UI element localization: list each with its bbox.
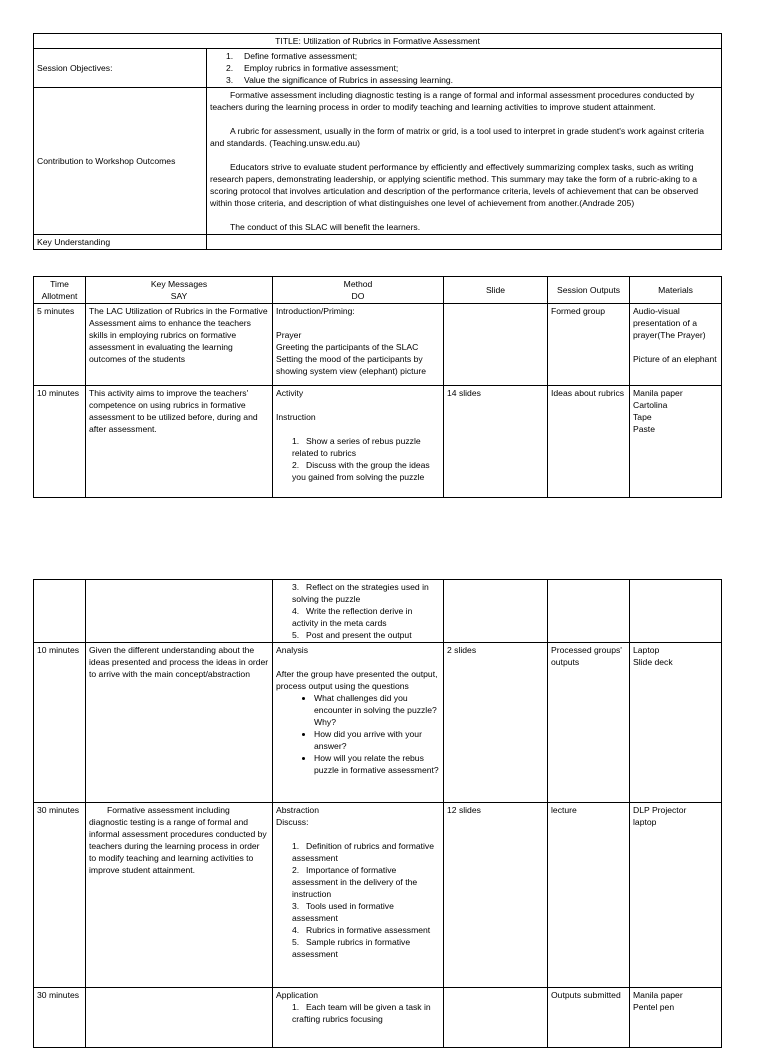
list-item: 3. Tools used in formative assessment [292, 901, 394, 923]
list-item: 1. Each team will be given a task in crafting rubrics focusing [292, 1002, 431, 1024]
table-row [34, 386, 722, 498]
list-item: • What challenges did you encounter in solving the puzzle? Why? [314, 692, 440, 728]
output-cell [548, 580, 630, 643]
materials-cell: Audio-visual presentation of a prayer(The Prayer) Picture of an elephant [630, 304, 722, 386]
contribution-text [207, 88, 722, 235]
message-cell: This activity aims to improve the teachers' competence on using rubrics in formative assessment to be utilized before, during and after assessment. [86, 386, 273, 498]
header-outputs: Session Outputs [548, 277, 630, 304]
contribution-paragraph: The conduct of this SLAC will benefit the learners. [230, 222, 421, 232]
list-item: 2. Discuss with the group the ideas you gained from solving the puzzle [292, 460, 430, 482]
slide-cell [444, 580, 548, 643]
materials-cell [630, 580, 722, 643]
method-cell: Activity Instruction 1. Show a series of rebus puzzle related to rubrics 2. Discuss with the group the ideas you gained from solving the puzzle [273, 386, 444, 498]
header-messages: Key Messages SAY [86, 277, 273, 304]
title-row [34, 34, 722, 49]
table-row [34, 643, 722, 803]
message-cell: The LAC Utilization of Rubrics in the Formative Assessment aims to enhance the teachers skills in employing rubrics on formative assessment in evaluating the learning outcomes of the students [86, 304, 273, 386]
method-cell: Application 1. Each team will be given a task in crafting rubrics focusing [273, 988, 444, 1048]
output-cell: Processed groups' outputs [548, 643, 630, 803]
objective-item: 2. Employ rubrics in formative assessment; [226, 63, 399, 73]
plan-header-row [34, 277, 722, 304]
header-materials: Materials [630, 277, 722, 304]
plan-table [33, 276, 722, 498]
header-slide: Slide [444, 277, 548, 304]
time-cell: 10 minutes [34, 386, 86, 498]
list-item: 5. Sample rubrics in formative assessment [292, 937, 411, 959]
session-title: TITLE: Utilization of Rubrics in Formative Assessment [34, 34, 722, 49]
slide-cell: 12 slides [444, 803, 548, 988]
list-item: 3. Reflect on the strategies used in solving the puzzle [292, 582, 429, 604]
output-cell: Ideas about rubrics [548, 386, 630, 498]
contribution-paragraph: A rubric for assessment, usually in the form of matrix or grid, is a tool used to interpret in grade student's work against criteria and standards. (Teaching.unsw.edu.au) [210, 126, 705, 148]
time-cell: 5 minutes [34, 304, 86, 386]
slide-cell: 14 slides [444, 386, 548, 498]
list-item: 1. Show a series of rebus puzzle related to rubrics [292, 436, 421, 458]
method-cell: Analysis After the group have presented the output, process output using the questions • What challenges did you encounter in solving the puzzle? Why? • How did you arrive with your answer? • How will you relate the rebus puzzle in formative assessment? [273, 643, 444, 803]
list-item: 4. Rubrics in formative assessment [292, 925, 431, 935]
objective-item: 3. Value the significance of Rubrics in assessing learning. [226, 75, 454, 85]
contribution-label: Contribution to Workshop Outcomes [34, 88, 207, 235]
method-cell: Abstraction Discuss: 1. Definition of rubrics and formative assessment 2. Importance of formative assessment in the delivery of the instruction 3. Tools used in formative assessment 4. Rubrics in formative assessment 5. Sample rubrics in formative assessment [273, 803, 444, 988]
header-method: Method DO [273, 277, 444, 304]
materials-cell: Laptop Slide deck [630, 643, 722, 803]
time-cell: 30 minutes [34, 803, 86, 988]
message-cell: Formative assessment including diagnostic testing is a range of formal and informal assessment procedures conducted by teachers during the learning process in order to modify teaching and learning activities to improve student attainment. [86, 803, 273, 988]
key-understanding-label: Key Understanding [34, 235, 207, 250]
output-cell: Outputs submitted [548, 988, 630, 1048]
objective-item: 1. Define formative assessment; [226, 51, 358, 61]
list-item: • How did you arrive with your answer? [314, 728, 440, 752]
list-item: 2. Importance of formative assessment in the delivery of the instruction [292, 865, 418, 899]
table-row [34, 580, 722, 643]
objectives-row [34, 49, 722, 88]
method-cell: Introduction/Priming: Prayer Greeting the participants of the SLAC Setting the mood of the participants by showing system view (elephant) picture [273, 304, 444, 386]
list-item: 4. Write the reflection derive in activity in the meta cards [292, 606, 413, 628]
contribution-row [34, 88, 722, 235]
table-row [34, 304, 722, 386]
objectives-list [207, 49, 722, 88]
objectives-label: Session Objectives: [34, 49, 207, 88]
time-cell: 10 minutes [34, 643, 86, 803]
slide-cell [444, 988, 548, 1048]
materials-cell: Manila paper Cartolina Tape Paste [630, 386, 722, 498]
list-item: 1. Definition of rubrics and formative assessment [292, 841, 435, 863]
message-cell [86, 988, 273, 1048]
output-cell: lecture [548, 803, 630, 988]
session-table [33, 33, 722, 250]
header-time: Time Allotment [34, 277, 86, 304]
message-cell [86, 580, 273, 643]
materials-cell: DLP Projector laptop [630, 803, 722, 988]
time-cell: 30 minutes [34, 988, 86, 1048]
slide-cell: 2 slides [444, 643, 548, 803]
table-row [34, 988, 722, 1048]
slide-cell [444, 304, 548, 386]
list-item: • How will you relate the rebus puzzle in formative assessment? [314, 752, 440, 776]
materials-cell: Manila paper Pentel pen [630, 988, 722, 1048]
output-cell: Formed group [548, 304, 630, 386]
list-item: 5. Post and present the output [292, 630, 412, 640]
method-cell [273, 580, 444, 643]
contribution-paragraph: Educators strive to evaluate student performance by efficiently and effectively summarizing complex tasks, such as writing research papers, demonstrating leadership, or applying scientific method. This summary may take the form of a rubric-aking to a scoring protocol that involves articulation and description of the performance criteria, levels of achievement that can be observed within those criteria, and description of what distinguishes one level of achievement from another.(Andrade 205) [210, 162, 699, 208]
message-cell: Given the different understanding about the ideas presented and process the ideas in order to arrive with the main concept/abstraction [86, 643, 273, 803]
table-row [34, 803, 722, 988]
key-understanding-row [34, 235, 722, 250]
time-cell [34, 580, 86, 643]
contribution-paragraph: Formative assessment including diagnostic testing is a range of formal and informal assessment procedures conducted by teachers during the learning process in order to modify teaching and learning activities to improve student attainment. [210, 90, 695, 112]
key-understanding-value [207, 235, 722, 250]
plan-table-continued [33, 579, 722, 1048]
